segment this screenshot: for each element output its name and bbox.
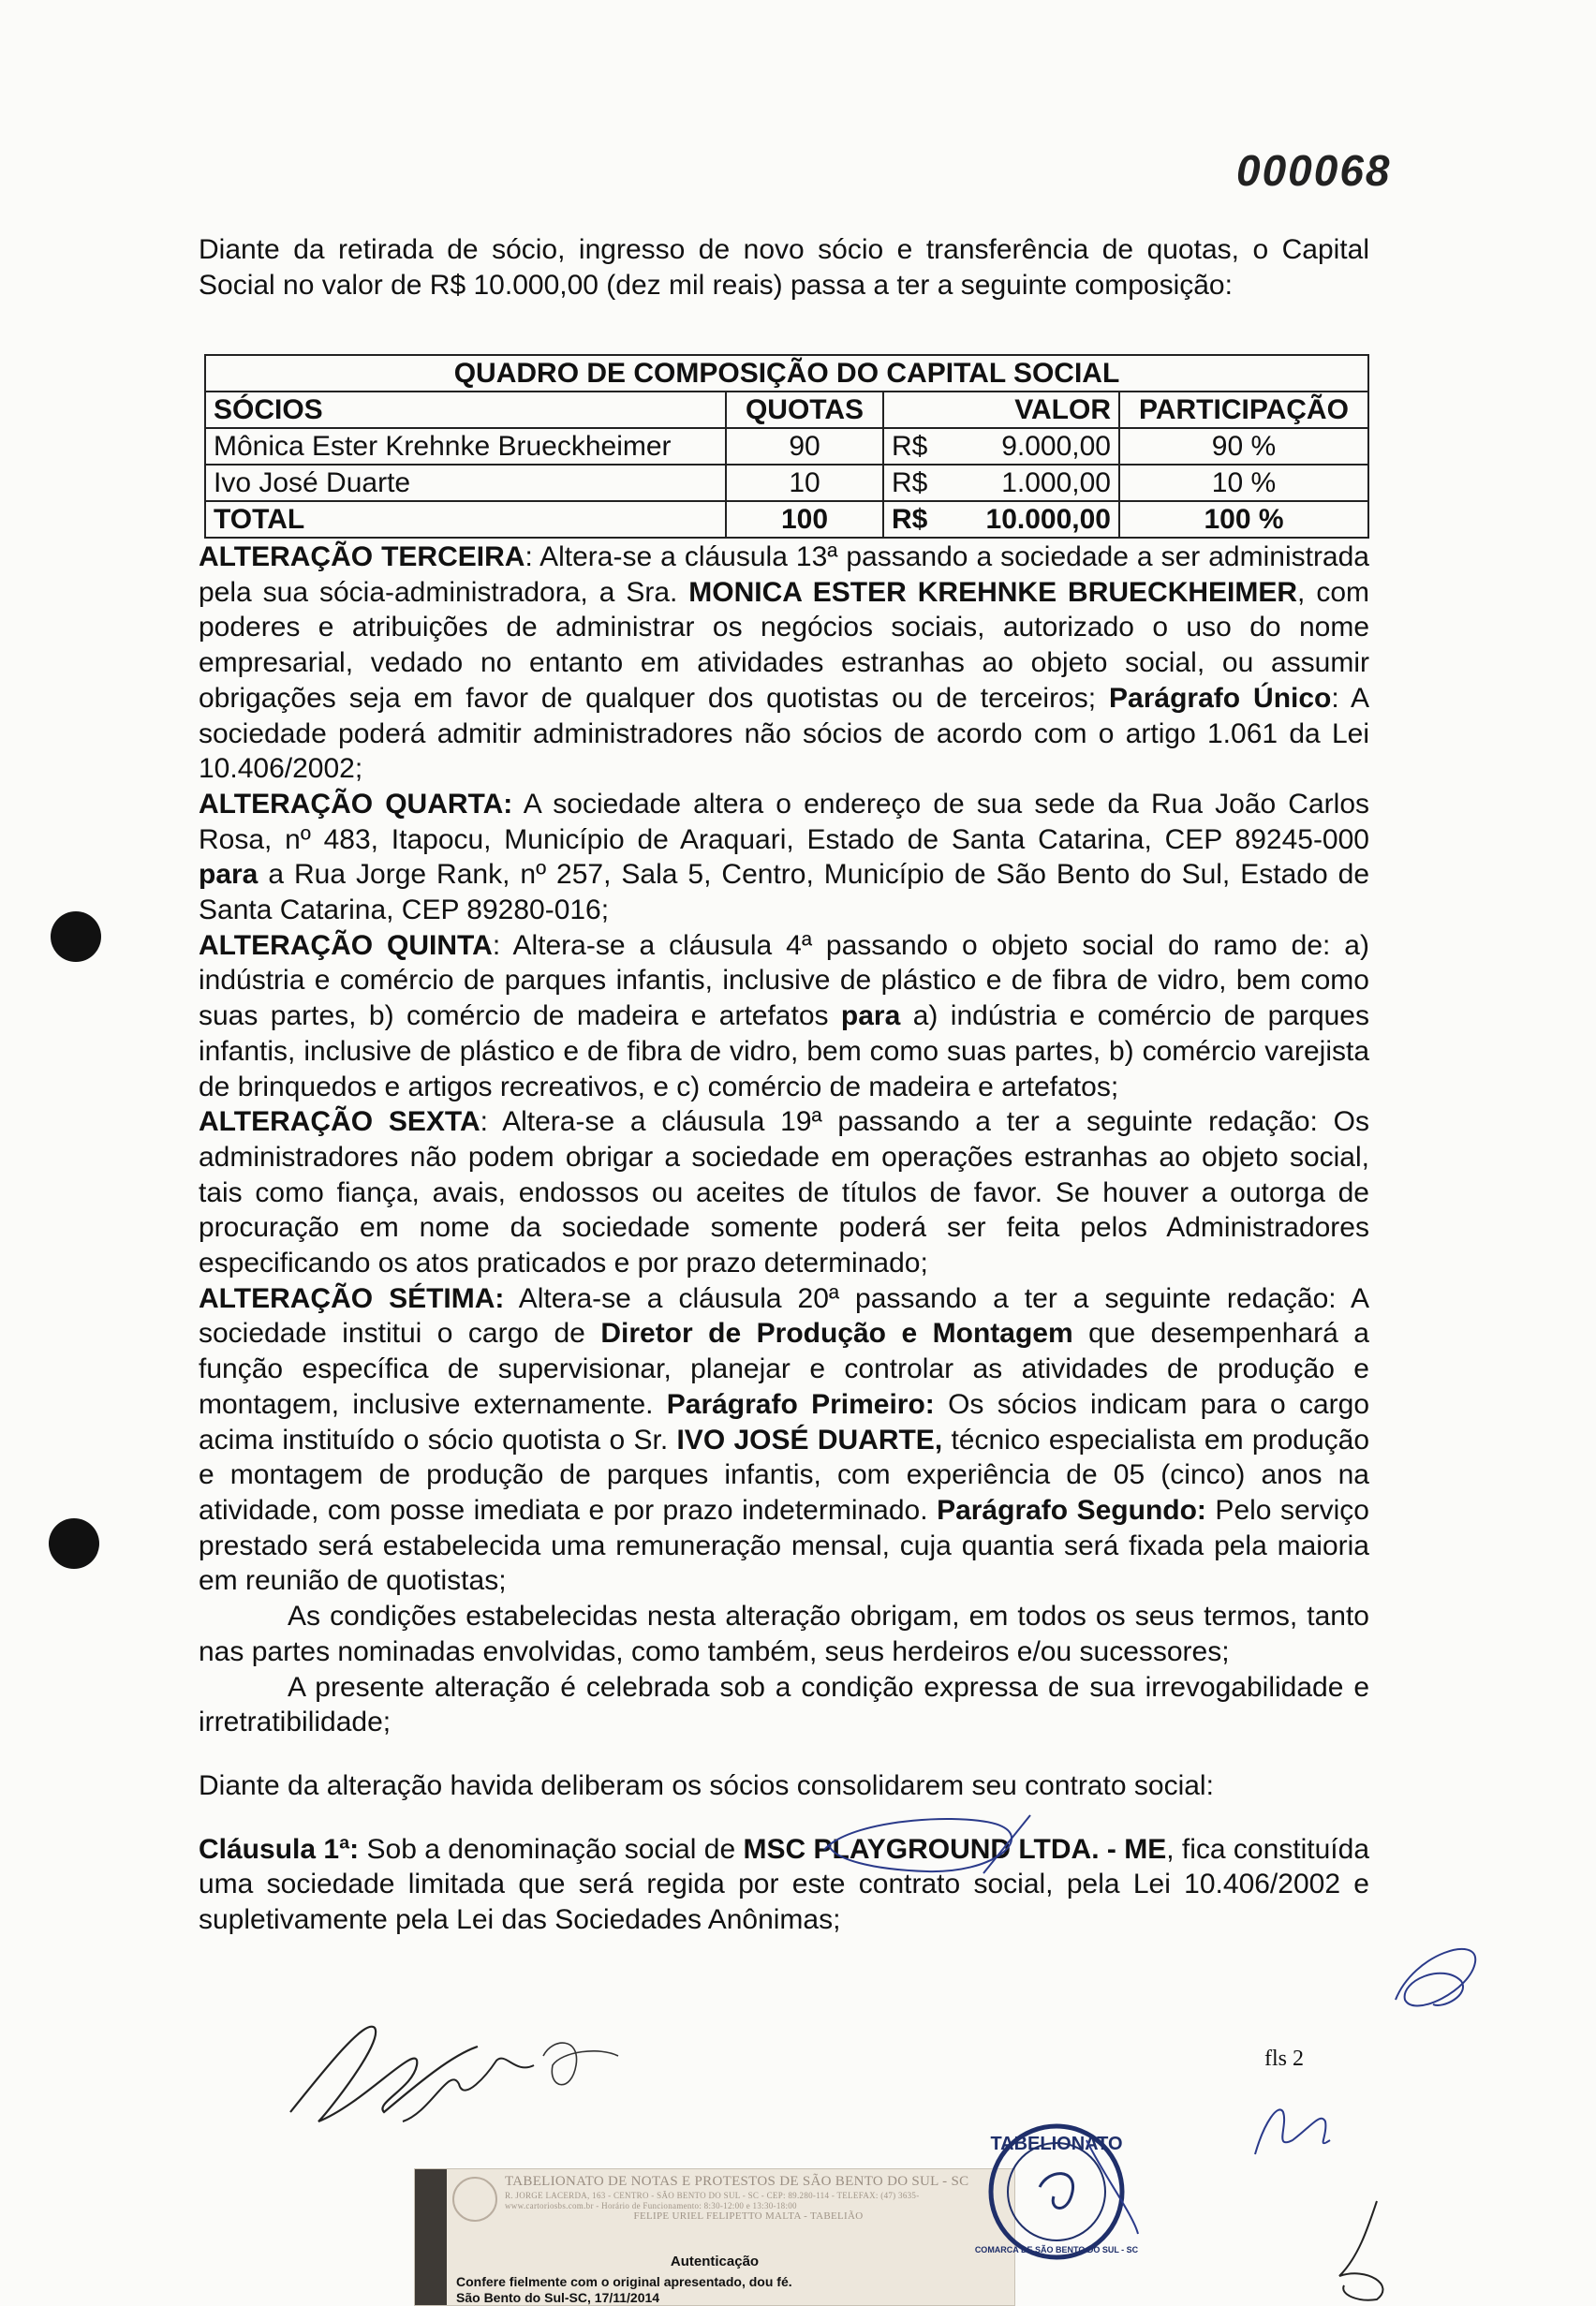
- amendments-body: [199, 540, 1369, 1938]
- alteracao-setima-text: Altera-se a cláusula 20ª passando a ter a seguinte redação: A sociedade institui o cargo de: [199, 1282, 1369, 1350]
- alteracao-quarta-text-2: a Rua Jorge Rank, nº 257, Sala 5, Centro, Município de São Bento do Sul, Estado de Santa Catarina, CEP 89280-016;: [199, 859, 1369, 926]
- authentication-stamp: [414, 2168, 1015, 2306]
- capital-composition-table: [204, 354, 1369, 539]
- stamp-header: TABELIONATO DE NOTAS E PROTESTOS DE SÃO BENTO DO SUL - SC: [505, 2174, 969, 2189]
- stamp-auth-title: Autenticação: [670, 2254, 760, 2269]
- seal-subtitle: COMARCA DE SÃO BENTO DO SUL - SC: [974, 2245, 1139, 2254]
- clausula-1-text-2: , fica constituída uma sociedade limitada que será regida por este contrato social, pela Lei 10.406/2002 e supletivamente pela Lei das Sociedades Anônimas;: [199, 1833, 1369, 1936]
- company-name: MSC PLAYGROUND LTDA. - ME: [743, 1833, 1167, 1865]
- row-socio: Ivo José Duarte: [205, 465, 726, 501]
- punch-hole: [51, 911, 101, 962]
- alteracao-setima-text-3: Os sócios indicam para o cargo acima instituído o sócio quotista o Sr.: [199, 1388, 1370, 1456]
- alteracao-sexta: [199, 1104, 1369, 1281]
- row-socio: Mônica Ester Krehnke Brueckheimer: [205, 428, 726, 465]
- punch-hole: [49, 1518, 99, 1569]
- condicoes-paragraph: As condições estabelecidas nesta alteração obrigam, em todos os seus termos, tanto nas partes nominadas envolvidas, como também, seus herdeiros e/ou sucessores;: [199, 1601, 1369, 1667]
- consolidacao-paragraph: Diante da alteração havida deliberam os sócios consolidarem seu contrato social:: [199, 1769, 1214, 1801]
- row-valor: 1.000,00: [955, 465, 1119, 501]
- margin-initials: [1236, 2084, 1358, 2168]
- alteracao-terceira-text: : Altera-se a cláusula 13ª passando a sociedade a ser administrada pela sua sócia-administradora, a Sra.: [199, 541, 1369, 608]
- cargo-name: Diretor de Produção e Montagem: [600, 1318, 1073, 1350]
- alteracao-quarta-label: ALTERAÇÃO QUARTA:: [199, 788, 513, 820]
- alteracao-setima-text-2: que desempenhará a função específica de supervisionar, planejar e controlar as atividades de produção e montagem, inclusive externamente.: [199, 1318, 1369, 1420]
- margin-initials: [1311, 2192, 1424, 2304]
- stamp-address: R. JORGE LACERDA, 163 - CENTRO - SÃO BENTO DO SUL - SC - CEP: 89.280-114 - TELEFAX: (47) 3635-: [505, 2191, 920, 2200]
- row-participacao: 10 %: [1119, 465, 1368, 501]
- alteracao-sexta-text: : Altera-se a cláusula 19ª passando a ter a seguinte redação: Os administradores não podem obrigar a sociedade em operações estranhas ao objeto social, tais como fiança, avais, endossos ou aceites de títulos de favor. Se houver a outorga de procuração em nome da sociedade somente poderá ser feita pelos Administradores especificando os atos praticados e por prazo determinado;: [199, 1106, 1369, 1279]
- presente-paragraph: A presente alteração é celebrada sob a condição expressa de sua irrevogabilidade e irretratibilidade;: [199, 1671, 1369, 1738]
- coat-of-arms-icon: [452, 2177, 497, 2222]
- pen-loop-mark: [815, 1808, 1040, 1883]
- margin-initials: [1377, 1925, 1499, 2037]
- paragrafo-segundo-label: Parágrafo Segundo:: [937, 1494, 1206, 1526]
- stamp-auth-line: Confere fielmente com o original apresentado, dou fé.: [456, 2274, 792, 2289]
- stamp-side-bar: [415, 2169, 447, 2305]
- alteracao-terceira-label: ALTERAÇÃO TERCEIRA: [199, 541, 525, 572]
- total-valor: 10.000,00: [955, 501, 1119, 538]
- signatures: [262, 2000, 656, 2131]
- alteracao-setima-label: ALTERAÇÃO SÉTIMA:: [199, 1282, 505, 1314]
- intro-paragraph: Diante da retirada de sócio, ingresso de novo sócio e transferência de quotas, o Capital Social no valor de R$ 10.000,00 (dez mil reais) passa a ter a seguinte composição:: [199, 234, 1369, 301]
- alteracao-setima-text-4: técnico especialista em produção e montagem de produção de parques infantis, com experiência de 05 (cinco) anos na atividade, com posse imediata e por prazo indeterminado.: [199, 1424, 1369, 1526]
- alteracao-quinta-text-2: a) indústria e comércio de parques infantis, inclusive de plástico e de fibra de vidro, bem como suas partes, b) comércio varejista de brinquedos e artigos recreativos, e c) comércio de madeira e artefatos;: [199, 1000, 1369, 1102]
- clausula-1-text: Sob a denominação social de: [359, 1833, 744, 1865]
- alteracao-terceira: [199, 540, 1369, 787]
- header-participacao: PARTICIPAÇÃO: [1119, 392, 1368, 428]
- total-currency: R$: [883, 501, 955, 538]
- alteracao-setima-text-5: Pelo serviço prestado será estabelecida uma remuneração mensal, cuja quantia será fixada pela maioria em reunião de quotistas;: [199, 1494, 1369, 1597]
- para-word: para: [199, 859, 259, 891]
- row-quotas: 10: [726, 465, 883, 501]
- total-participacao: 100 %: [1119, 501, 1368, 538]
- header-socios: SÓCIOS: [205, 392, 726, 428]
- header-quotas: QUOTAS: [726, 392, 883, 428]
- row-currency: R$: [883, 428, 955, 465]
- table-row: [205, 465, 1368, 501]
- director-name: IVO JOSÉ DUARTE,: [676, 1424, 943, 1456]
- alteracao-quarta-text: A sociedade altera o endereço de sua sede da Rua João Carlos Rosa, nº 483, Itapocu, Município de Araquari, Estado de Santa Catarina, CEP 89245-000: [199, 788, 1370, 855]
- total-quotas: 100: [726, 501, 883, 538]
- alteracao-quarta: [199, 787, 1369, 928]
- table-title: QUADRO DE COMPOSIÇÃO DO CAPITAL SOCIAL: [205, 355, 1368, 392]
- notary-seal: [974, 2112, 1143, 2271]
- alteracao-terceira-text-3: : A sociedade poderá admitir administradores não sócios de acordo com o artigo 1.061 da Lei 10.406/2002;: [199, 682, 1369, 785]
- stamp-auth-date: São Bento do Sul-SC, 17/11/2014: [456, 2290, 660, 2305]
- stamp-hours: www.cartoriosbs.com.br - Horário de Funcionamento: 8:30-12:00 e 13:30-18:00: [505, 2201, 797, 2210]
- administrator-name: MONICA ESTER KREHNKE BRUECKHEIMER: [688, 576, 1298, 608]
- seal-title: TABELIONATO: [990, 2134, 1123, 2154]
- table-row: [205, 428, 1368, 465]
- row-valor: 9.000,00: [955, 428, 1119, 465]
- alteracao-quinta-label: ALTERAÇÃO QUINTA: [199, 929, 493, 961]
- alteracao-quinta: [199, 928, 1369, 1105]
- table-total-row: [205, 501, 1368, 538]
- header-valor: VALOR: [883, 392, 1119, 428]
- folio-number: fls 2: [1264, 2047, 1304, 2071]
- clausula-1-label: Cláusula 1ª:: [199, 1833, 360, 1865]
- total-label: TOTAL: [205, 501, 726, 538]
- alteracao-terceira-text-2: , com poderes e atribuições de administrar os negócios sociais, autorizado o uso do nome empresarial, vedado no entanto em atividades estranhas ao objeto social, ou assumir obrigações seja em favor de qualquer dos quotistas ou de terceiros;: [199, 576, 1369, 714]
- alteracao-quinta-text: : Altera-se a cláusula 4ª passando o objeto social do ramo de: a) indústria e comércio de parques infantis, inclusive de plástico e de fibra de vidro, bem como suas partes, b) comércio de madeira e artefatos: [199, 929, 1369, 1032]
- paragrafo-primeiro-label: Parágrafo Primeiro:: [666, 1388, 935, 1420]
- page-number: 000068: [1236, 146, 1392, 195]
- stamp-auth-text: [456, 2274, 792, 2306]
- para-word: para: [840, 1000, 901, 1032]
- row-quotas: 90: [726, 428, 883, 465]
- stamp-tabeliao: FELIPE URIEL FELIPETTO MALTA - TABELIÃO: [633, 2210, 864, 2222]
- row-currency: R$: [883, 465, 955, 501]
- alteracao-sexta-label: ALTERAÇÃO SEXTA: [199, 1106, 480, 1138]
- row-participacao: 90 %: [1119, 428, 1368, 465]
- paragrafo-unico-label: Parágrafo Único: [1109, 682, 1332, 714]
- clausula-1: [199, 1832, 1369, 1938]
- alteracao-setima: [199, 1281, 1369, 1599]
